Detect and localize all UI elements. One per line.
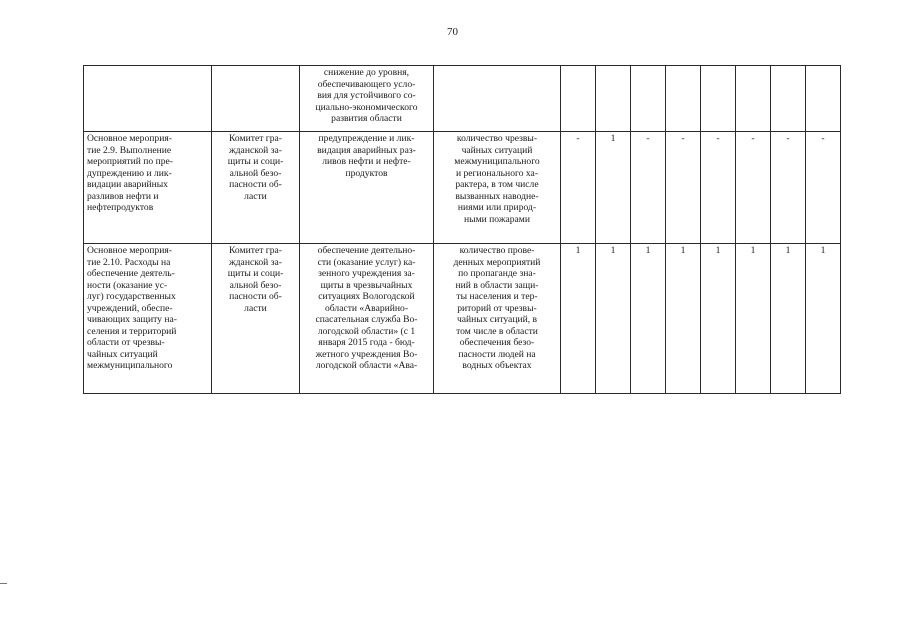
text-line: жданской за- xyxy=(229,144,282,156)
value-cell: - xyxy=(666,132,701,244)
text-line: области от чрезвы- xyxy=(87,337,165,348)
page-number: 70 xyxy=(447,26,458,38)
text-line: чайных ситуаций xyxy=(461,144,533,156)
text-line: зенного учреждения за- xyxy=(318,268,415,279)
text-line: по пропаганде зна- xyxy=(458,268,536,279)
text-line: видации аварийных xyxy=(87,179,168,190)
value-cell xyxy=(701,66,736,132)
text-line: января 2015 года - бюд- xyxy=(318,337,415,348)
text-line: ласти xyxy=(244,302,267,314)
table-row xyxy=(84,66,841,132)
text-line: обеспечивающего усло- xyxy=(317,78,416,90)
responsible-org-cell xyxy=(212,132,300,244)
text-line: ливов нефти и нефте- xyxy=(322,156,411,167)
text-line: Комитет гра- xyxy=(229,245,282,256)
value-cell xyxy=(806,66,841,132)
text-line: пасности об- xyxy=(229,179,282,190)
value-cell: - xyxy=(736,132,771,244)
text-line: вия для устойчивого со- xyxy=(317,90,416,101)
text-line: чайных ситуаций xyxy=(87,348,158,360)
text-line: ситуациях Вологодской xyxy=(318,291,415,302)
value-cell: 1 xyxy=(561,244,596,394)
text-line: селения и территорий xyxy=(87,325,177,337)
value-cell xyxy=(771,66,806,132)
text-line: учреждений, обеспе- xyxy=(87,302,173,314)
text-line: снижение до уровня, xyxy=(323,67,410,78)
text-line: щиты в чрезвычайных xyxy=(320,279,413,291)
text-line: рактера, в том числе xyxy=(455,179,539,190)
text-line: вызванных наводне- xyxy=(455,190,539,202)
text-line: щиты и соци- xyxy=(227,268,284,279)
text-line: ниями или природ- xyxy=(457,202,537,213)
text-line: обеспечение деятельно- xyxy=(317,245,416,256)
expected-result-cell xyxy=(300,66,434,132)
text-line: жетного учреждения Во- xyxy=(315,348,418,360)
text-line: и регионального ха- xyxy=(455,167,539,179)
text-line: ласти xyxy=(244,190,267,202)
text-line: тие 2.9. Выполнение xyxy=(87,144,172,156)
text-line: чайных ситуаций, в xyxy=(456,314,538,325)
activity-name-cell xyxy=(84,132,212,244)
text-line: ными пожарами xyxy=(463,213,531,225)
text-line: спасательная служба Во- xyxy=(315,314,418,325)
text-line: межмуниципального xyxy=(87,360,173,371)
expected-result-cell xyxy=(300,132,434,244)
table-row xyxy=(84,244,841,394)
text-line: развития области xyxy=(331,113,402,124)
text-line: денных мероприятий xyxy=(453,256,541,268)
indicator-cell xyxy=(434,66,561,132)
text-line: дупреждению и лик- xyxy=(87,167,172,179)
text-line: нефтепродуктов xyxy=(87,202,154,213)
text-line: чивающих защиту на- xyxy=(87,314,177,325)
text-line: мероприятий по пре- xyxy=(87,156,173,167)
text-line: ний в области защи- xyxy=(455,279,539,291)
program-activities-table xyxy=(83,65,841,394)
value-cell: 1 xyxy=(771,244,806,394)
text-line: пасности людей на xyxy=(458,348,536,360)
responsible-org-cell xyxy=(212,244,300,394)
value-cell xyxy=(736,66,771,132)
value-cell xyxy=(631,66,666,132)
text-line: щиты и соци- xyxy=(227,156,284,167)
text-line: циально-экономического xyxy=(315,101,418,113)
text-line: водных объектах xyxy=(462,360,532,371)
activity-name-cell xyxy=(84,244,212,394)
text-line: ности (оказание ус- xyxy=(87,279,168,291)
page-edge-mark xyxy=(0,583,7,584)
value-cell: 1 xyxy=(631,244,666,394)
text-line: альной безо- xyxy=(229,167,282,179)
value-cell: 1 xyxy=(736,244,771,394)
text-line: луг) государственных xyxy=(87,291,176,302)
text-line: Основное мероприя- xyxy=(87,133,172,144)
text-line: Комитет гра- xyxy=(229,133,282,144)
activity-name-cell xyxy=(84,66,212,132)
text-line: межмуниципального xyxy=(454,156,540,167)
value-cell: 1 xyxy=(701,244,736,394)
value-cell xyxy=(561,66,596,132)
value-cell: 1 xyxy=(666,244,701,394)
text-line: обеспечения безо- xyxy=(459,337,535,348)
table-row xyxy=(84,132,841,244)
value-cell: - xyxy=(631,132,666,244)
responsible-org-cell xyxy=(212,66,300,132)
text-line: том числе в области xyxy=(456,325,538,337)
value-cell: 1 xyxy=(596,132,631,244)
value-cell: - xyxy=(561,132,596,244)
text-line: Основное мероприя- xyxy=(87,245,172,256)
text-line: логодской области «Ава- xyxy=(315,360,418,371)
text-line: количество прове- xyxy=(459,245,535,256)
value-cell: 1 xyxy=(806,244,841,394)
text-line: количество чрезвы- xyxy=(456,133,538,144)
text-line: жданской за- xyxy=(229,256,282,268)
value-cell: 1 xyxy=(596,244,631,394)
text-line: логодской области» (с 1 xyxy=(317,325,416,337)
text-line: предупреждение и лик- xyxy=(318,133,415,144)
value-cell xyxy=(596,66,631,132)
text-line: сти (оказание услуг) ка- xyxy=(317,256,416,268)
text-line: пасности об- xyxy=(229,291,282,302)
indicator-cell xyxy=(434,132,561,244)
text-line: обеспечение деятель- xyxy=(87,268,175,279)
text-line: разливов нефти и xyxy=(87,190,159,202)
text-line: риторий от чрезвы- xyxy=(457,302,537,314)
value-cell: - xyxy=(771,132,806,244)
text-line: продуктов xyxy=(345,167,388,179)
value-cell: - xyxy=(806,132,841,244)
text-line: тие 2.10. Расходы на xyxy=(87,256,171,268)
text-line: области «Аварийно- xyxy=(324,302,409,314)
value-cell xyxy=(666,66,701,132)
value-cell: - xyxy=(701,132,736,244)
text-line: ты населения и тер- xyxy=(456,291,538,302)
text-line: видация аварийных раз- xyxy=(317,144,416,156)
indicator-cell xyxy=(434,244,561,394)
text-line: альной безо- xyxy=(229,279,282,291)
expected-result-cell xyxy=(300,244,434,394)
